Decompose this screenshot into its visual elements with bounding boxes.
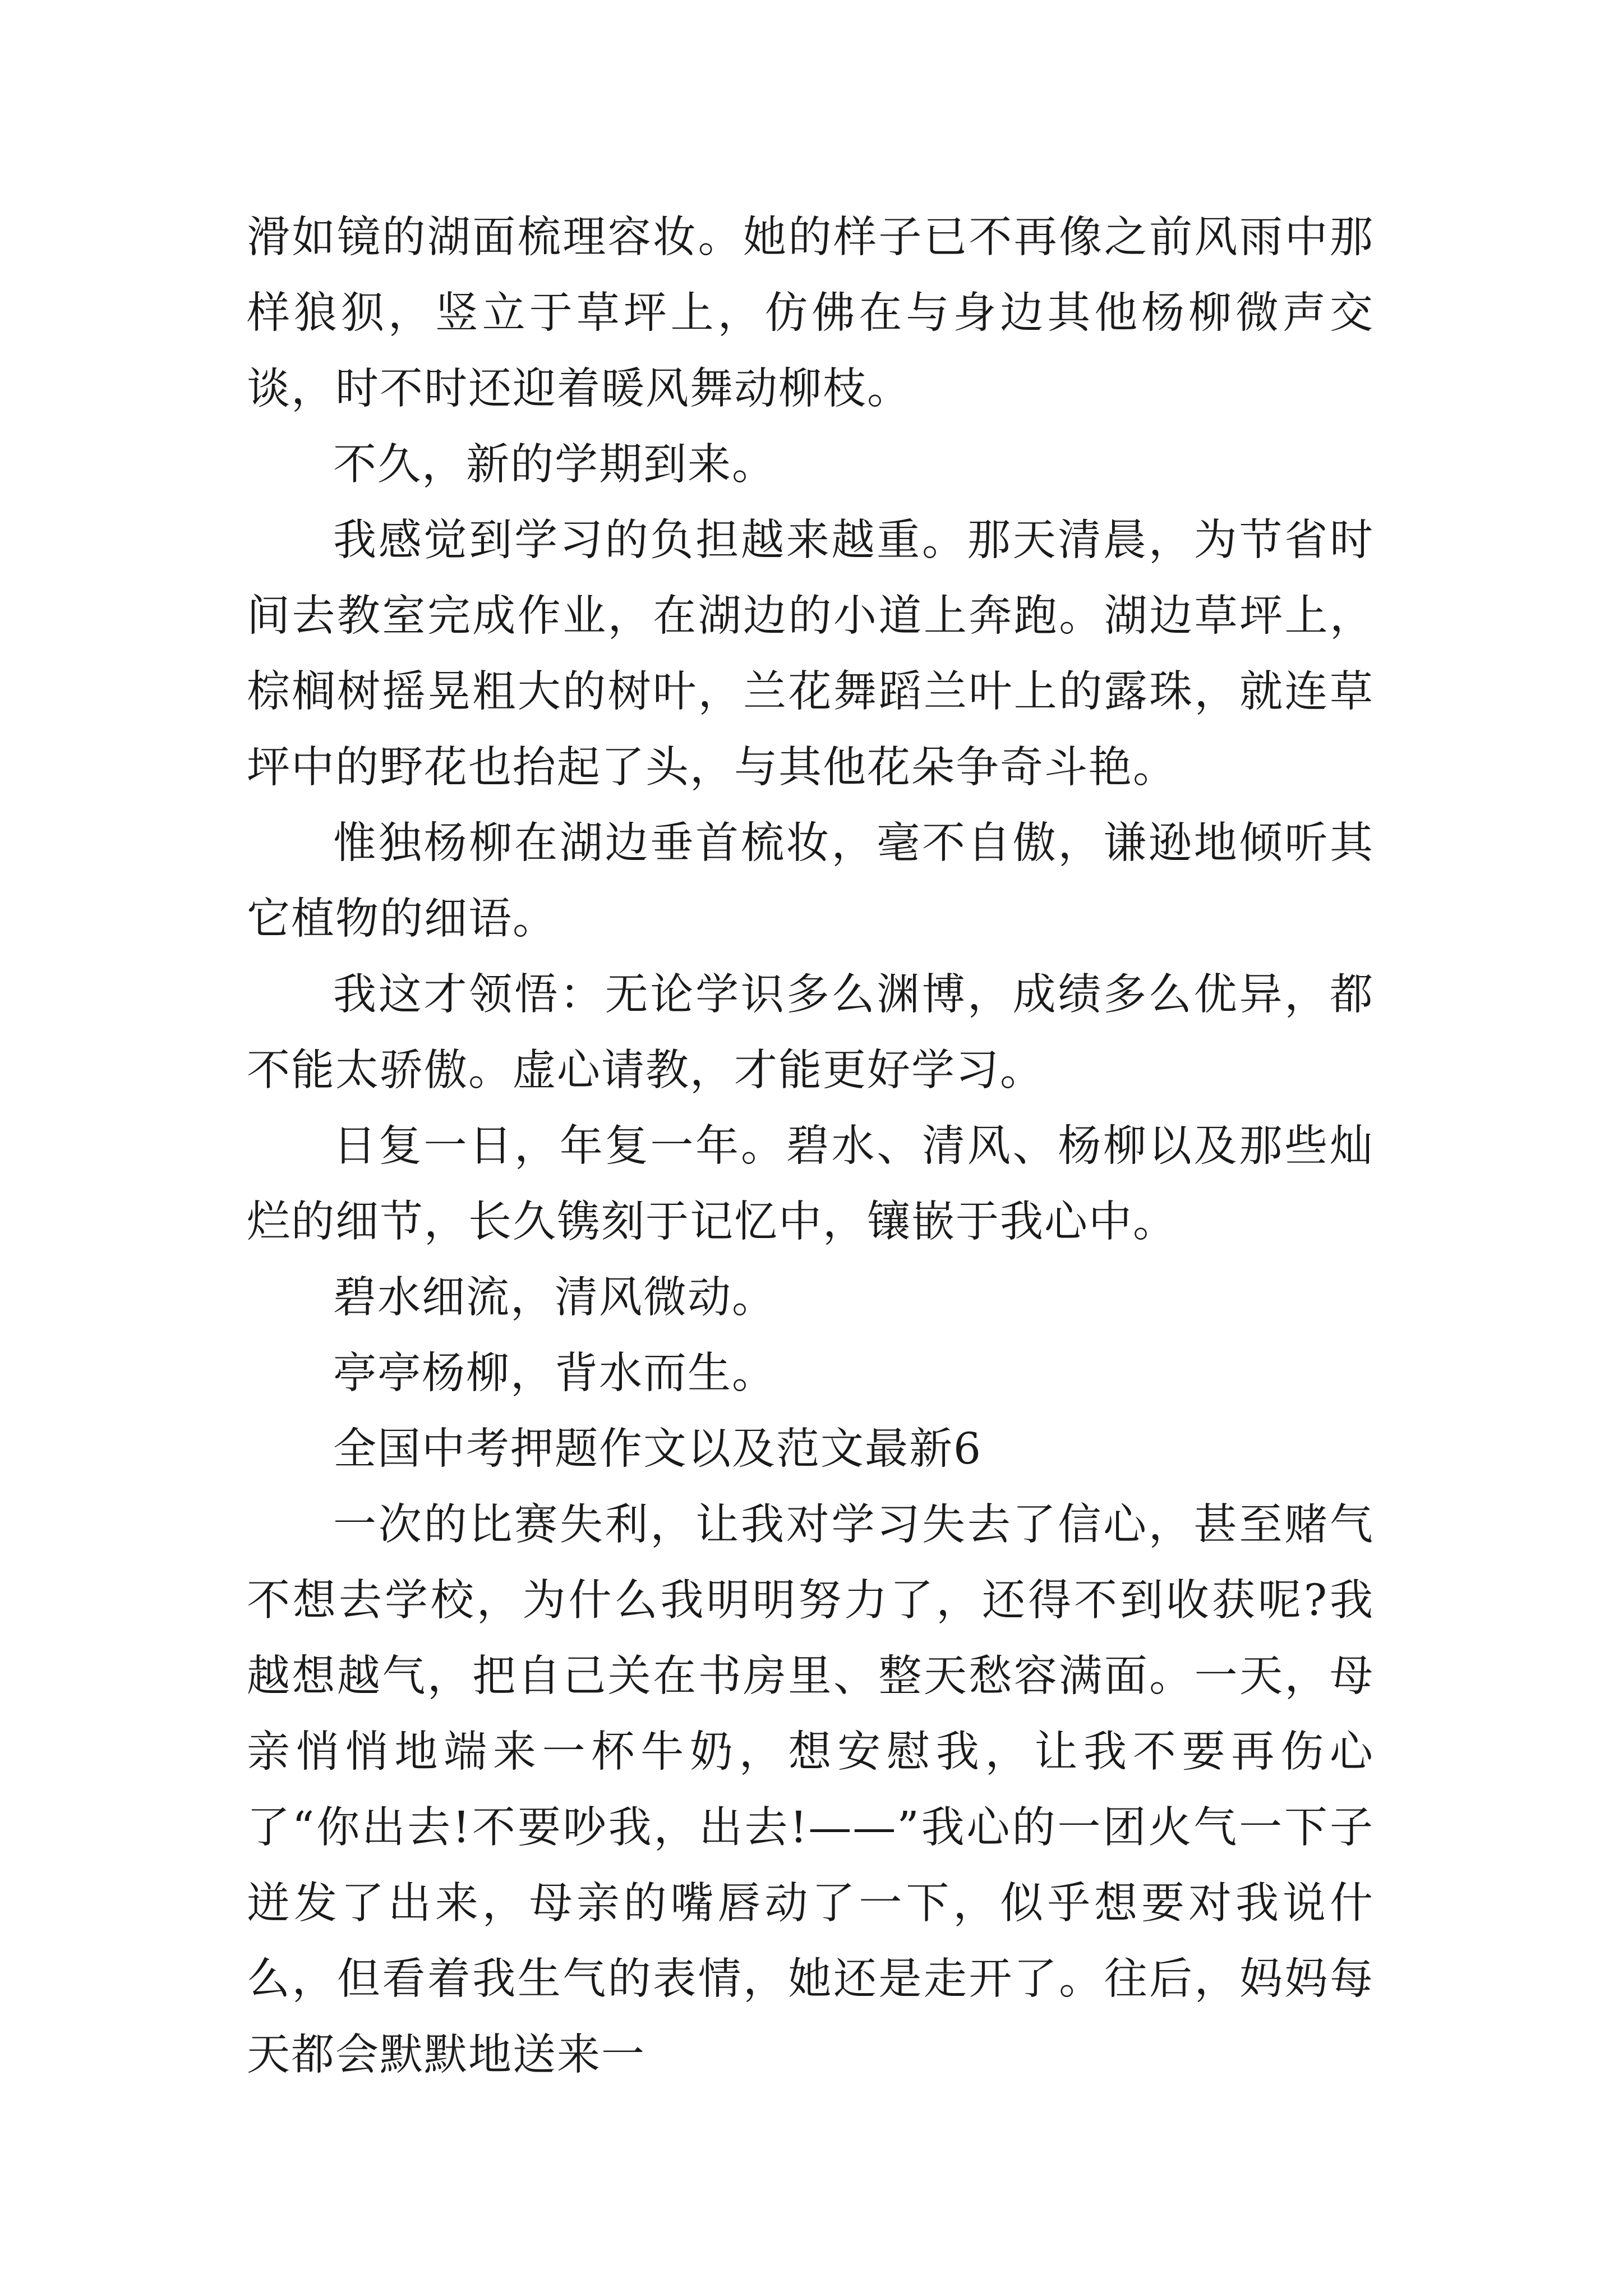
paragraph: 惟独杨柳在湖边垂首梳妆，毫不自傲，谦逊地倾听其它植物的细语。 bbox=[247, 818, 1374, 944]
paragraph: 一次的比赛失利，让我对学习失去了信心，甚至赌气不想去学校，为什么我明明努力了，还得不到收获呢?我越想越气，把自己关在书房里、整天愁容满面。一天，母亲悄悄地端来一杯牛奶，想安慰我，让我不要再伤心了“你出去!不要吵我，出去!——”我心的一团火气一下子迸发了出来，母亲的嘴唇动了一下，似乎想要对我说什么，但看着我生气的表情，她还是走开了。往后，妈妈每天都会默默地送来一 bbox=[247, 1500, 1374, 2080]
paragraph: 亭亭杨柳，背水而生。 bbox=[333, 1349, 776, 1398]
paragraph: 不久，新的学期到来。 bbox=[333, 440, 776, 490]
paragraph: 我这才领悟：无论学识多么渊博，成绩多么优异，都不能太骄傲。虚心请教，才能更好学习。 bbox=[247, 970, 1374, 1096]
section-heading: 全国中考押题作文以及范文最新6 bbox=[333, 1424, 982, 1474]
paragraph: 碧水细流，清风微动。 bbox=[333, 1273, 776, 1323]
document-body bbox=[247, 200, 1374, 2093]
paragraph: 日复一日，年复一年。碧水、清风、杨柳以及那些灿烂的细节，长久镌刻于记忆中，镶嵌于我心中。 bbox=[247, 1121, 1374, 1247]
paragraph-continued: 滑如镜的湖面梳理容妆。她的样子已不再像之前风雨中那样狼狈，竖立于草坪上，仿佛在与身边其他杨柳微声交谈，时不时还迎着暖风舞动柳枝。 bbox=[247, 213, 1374, 414]
paragraph: 我感觉到学习的负担越来越重。那天清晨，为节省时间去教室完成作业，在湖边的小道上奔跑。湖边草坪上，棕榈树摇晃粗大的树叶，兰花舞蹈兰叶上的露珠，就连草坪中的野花也抬起了头，与其他花朵争奇斗艳。 bbox=[247, 516, 1374, 793]
